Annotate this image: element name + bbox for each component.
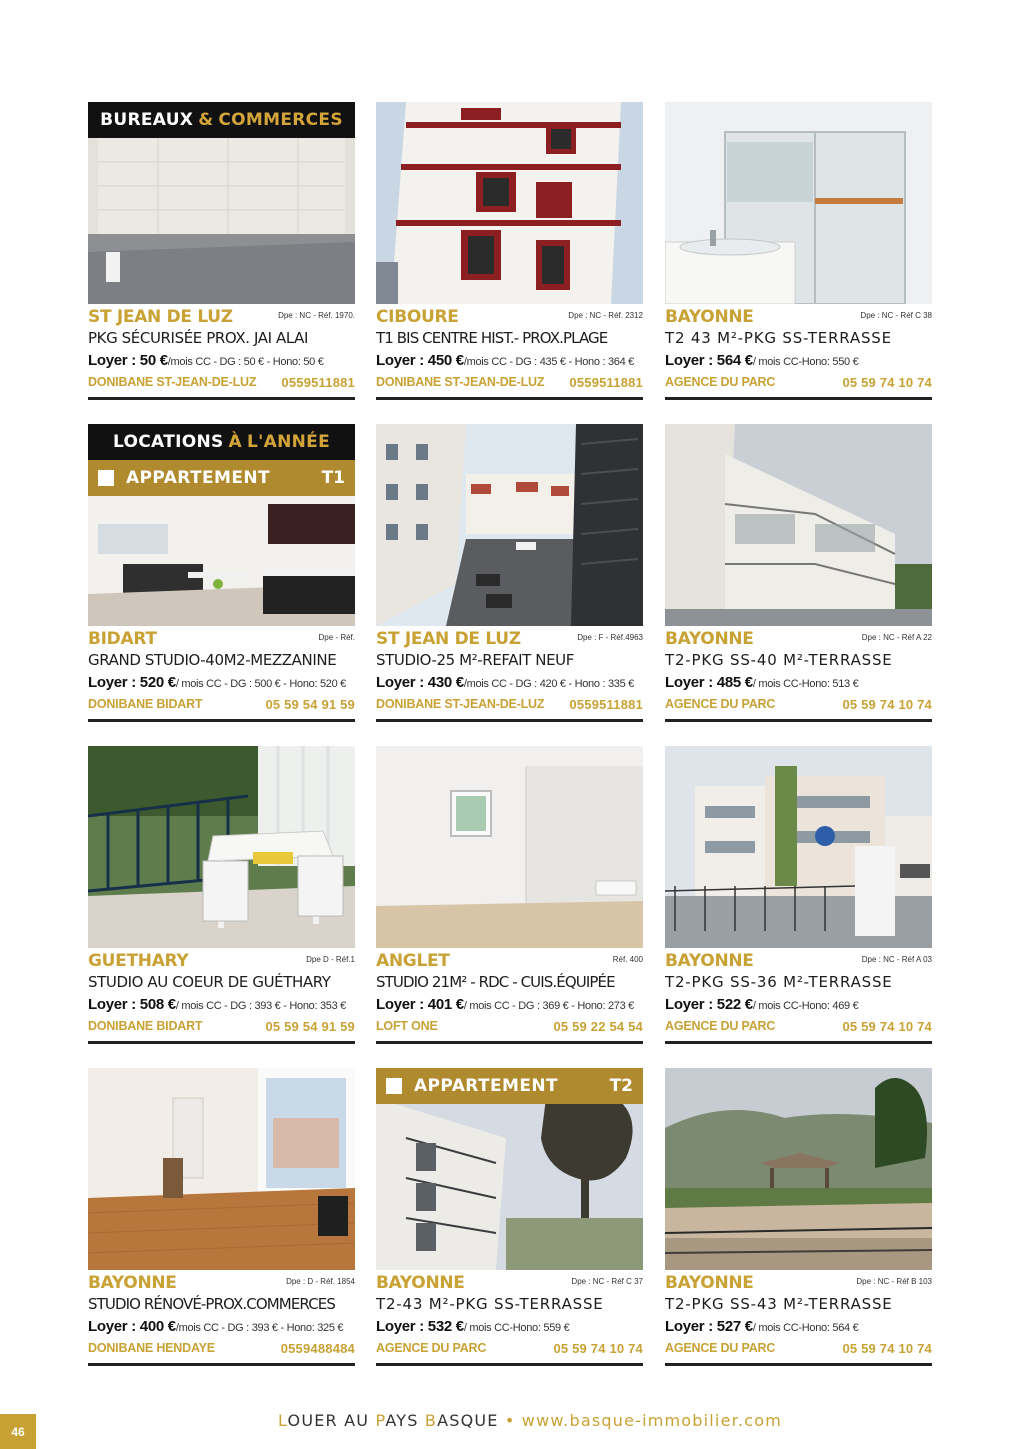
listing-price: Loyer : 564 €/ mois CC-Hono: 550 € [665, 352, 859, 369]
listing-card[interactable] [665, 424, 932, 722]
listing-price: Loyer : 450 €/mois CC - DG : 435 € - Hono : 364 € [376, 352, 634, 369]
square-icon [386, 1078, 402, 1094]
property-photo [376, 746, 643, 948]
property-photo [665, 424, 932, 626]
listing-title: T2-PKG SS-36 M²-TERRASSE [665, 973, 893, 991]
listing-phone[interactable]: 0559511881 [569, 697, 643, 712]
listing-card[interactable] [88, 746, 355, 1044]
listing-title: STUDIO RÉNOVÉ-PROX.COMMERCES [88, 1295, 335, 1313]
listing-title: STUDIO-25 M²-REFAIT NEUF [376, 651, 574, 669]
listing-city: ST JEAN DE LUZ [376, 629, 521, 649]
listing-ref: Dpe : NC - Réf. 2312 [568, 311, 643, 320]
listing-city: BAYONNE [665, 951, 754, 971]
listing-title: T2 43 M²-PKG SS-TERRASSE [665, 329, 892, 347]
listing-card[interactable] [665, 1068, 932, 1366]
property-photo [376, 1068, 643, 1270]
listing-title: T2-43 M²-PKG SS-TERRASSE [376, 1295, 604, 1313]
listing-ref: Dpe : F - Réf.4963 [577, 633, 643, 642]
property-photo [665, 746, 932, 948]
listing-phone[interactable]: 0559488484 [280, 1341, 355, 1356]
property-photo [88, 746, 355, 948]
listing-price: Loyer : 522 €/ mois CC-Hono: 469 € [665, 996, 859, 1013]
listing-title: T2-PKG SS-40 M²-TERRASSE [665, 651, 893, 669]
listing-city: GUETHARY [88, 951, 189, 971]
listing-title: PKG SÉCURISÉE PROX. JAI ALAI [88, 329, 309, 347]
listing-city: ANGLET [376, 951, 450, 971]
listing-card[interactable] [376, 102, 643, 400]
listing-city: BAYONNE [665, 307, 754, 327]
listing-price: Loyer : 430 €/mois CC - DG : 420 € - Hono : 335 € [376, 674, 634, 691]
property-photo [376, 424, 643, 626]
listing-phone[interactable]: 05 59 22 54 54 [553, 1019, 643, 1034]
listing-ref: Réf. 400 [612, 955, 643, 964]
listing-agency: DONIBANE ST-JEAN-DE-LUZ [376, 375, 545, 389]
listing-phone[interactable]: 0559511881 [281, 375, 355, 390]
property-photo [88, 424, 355, 626]
listing-agency: AGENCE DU PARC [665, 1341, 776, 1355]
listing-price: Loyer : 400 €/mois CC - DG : 393 € - Hono: 325 € [88, 1318, 344, 1335]
listing-phone[interactable]: 05 59 74 10 74 [842, 697, 932, 712]
listing-ref: Dpe : NC - Réf C 37 [571, 1277, 643, 1286]
listing-city: BIDART [88, 629, 157, 649]
listing-agency: AGENCE DU PARC [665, 375, 776, 389]
listing-price: Loyer : 508 €/ mois CC - DG : 393 € - Hono: 353 € [88, 996, 346, 1013]
property-photo [88, 1068, 355, 1270]
listing-city: BAYONNE [88, 1273, 177, 1293]
page-number: 46 [0, 1414, 36, 1449]
square-icon [98, 470, 114, 486]
category-banner: BUREAUX & COMMERCES [88, 102, 355, 138]
listing-phone[interactable]: 05 59 74 10 74 [842, 375, 932, 390]
listing-phone[interactable]: 05 59 54 91 59 [265, 1019, 355, 1034]
listing-agency: AGENCE DU PARC [665, 1019, 776, 1033]
listing-city: CIBOURE [376, 307, 459, 327]
listing-card[interactable] [665, 102, 932, 400]
listing-card[interactable] [376, 1068, 643, 1366]
listing-price: Loyer : 401 €/ mois CC - DG : 369 € - Hono: 273 € [376, 996, 634, 1013]
listing-agency: DONIBANE BIDART [88, 697, 203, 711]
listing-agency: AGENCE DU PARC [665, 697, 776, 711]
listing-phone[interactable]: 05 59 74 10 74 [842, 1019, 932, 1034]
listing-agency: AGENCE DU PARC [376, 1341, 487, 1355]
listing-phone[interactable]: 05 59 74 10 74 [842, 1341, 932, 1356]
listing-price: Loyer : 50 €/mois CC - DG : 50 € - Hono: 50 € [88, 352, 324, 369]
type-banner: APPARTEMENT T1 [88, 460, 355, 496]
listing-price: Loyer : 485 €/ mois CC-Hono: 513 € [665, 674, 859, 691]
listing-card[interactable] [376, 746, 643, 1044]
listing-city: BAYONNE [665, 1273, 754, 1293]
listing-ref: Dpe : NC - Réf. 1970. [278, 311, 355, 320]
listing-agency: DONIBANE HENDAYE [88, 1341, 215, 1355]
listing-agency: DONIBANE ST-JEAN-DE-LUZ [88, 375, 257, 389]
listing-card[interactable] [88, 102, 355, 400]
listing-title: GRAND STUDIO-40M2-MEZZANINE [88, 651, 337, 669]
listing-agency: LOFT ONE [376, 1019, 438, 1033]
category-banner: LOCATIONS À L'ANNÉE [88, 424, 355, 460]
listing-title: T1 BIS CENTRE HIST.- PROX.PLAGE [376, 329, 608, 347]
listing-card[interactable] [88, 1068, 355, 1366]
property-photo [88, 102, 355, 304]
page-footer: LOUER AU PAYS BASQUE • www.basque-immobilier.com [278, 1411, 782, 1430]
type-banner: APPARTEMENT T2 [376, 1068, 643, 1104]
listing-ref: Dpe : NC - Réf C 38 [860, 311, 932, 320]
listing-price: Loyer : 527 €/ mois CC-Hono: 564 € [665, 1318, 859, 1335]
property-photo [665, 1068, 932, 1270]
listing-ref: Dpe : D - Réf. 1854 [286, 1277, 355, 1286]
listing-price: Loyer : 532 €/ mois CC-Hono: 559 € [376, 1318, 570, 1335]
website-link[interactable]: www.basque-immobilier.com [521, 1411, 782, 1430]
listing-title: T2-PKG SS-43 M²-TERRASSE [665, 1295, 893, 1313]
listing-title: STUDIO AU COEUR DE GUÉTHARY [88, 973, 331, 991]
listing-ref: Dpe - Réf. [318, 633, 355, 642]
listing-card[interactable] [376, 424, 643, 722]
listing-price: Loyer : 520 €/ mois CC - DG : 500 € - Hono: 520 € [88, 674, 346, 691]
listing-card[interactable] [88, 424, 355, 722]
listing-ref: Dpe D - Réf.1 [306, 955, 355, 964]
listing-phone[interactable]: 05 59 74 10 74 [553, 1341, 643, 1356]
property-photo [665, 102, 932, 304]
property-photo [376, 102, 643, 304]
listing-ref: Dpe : NC - Réf A 22 [861, 633, 932, 642]
listing-agency: DONIBANE BIDART [88, 1019, 203, 1033]
listing-phone[interactable]: 05 59 54 91 59 [265, 697, 355, 712]
listing-title: STUDIO 21M² - RDC - CUIS.ÉQUIPÉE [376, 973, 615, 991]
listing-city: BAYONNE [665, 629, 754, 649]
listing-phone[interactable]: 0559511881 [569, 375, 643, 390]
listing-card[interactable] [665, 746, 932, 1044]
listing-ref: Dpe : NC - Réf A 03 [861, 955, 932, 964]
listing-city: BAYONNE [376, 1273, 465, 1293]
listing-agency: DONIBANE ST-JEAN-DE-LUZ [376, 697, 545, 711]
listing-city: ST JEAN DE LUZ [88, 307, 233, 327]
listing-ref: Dpe : NC - Réf B 103 [856, 1277, 932, 1286]
